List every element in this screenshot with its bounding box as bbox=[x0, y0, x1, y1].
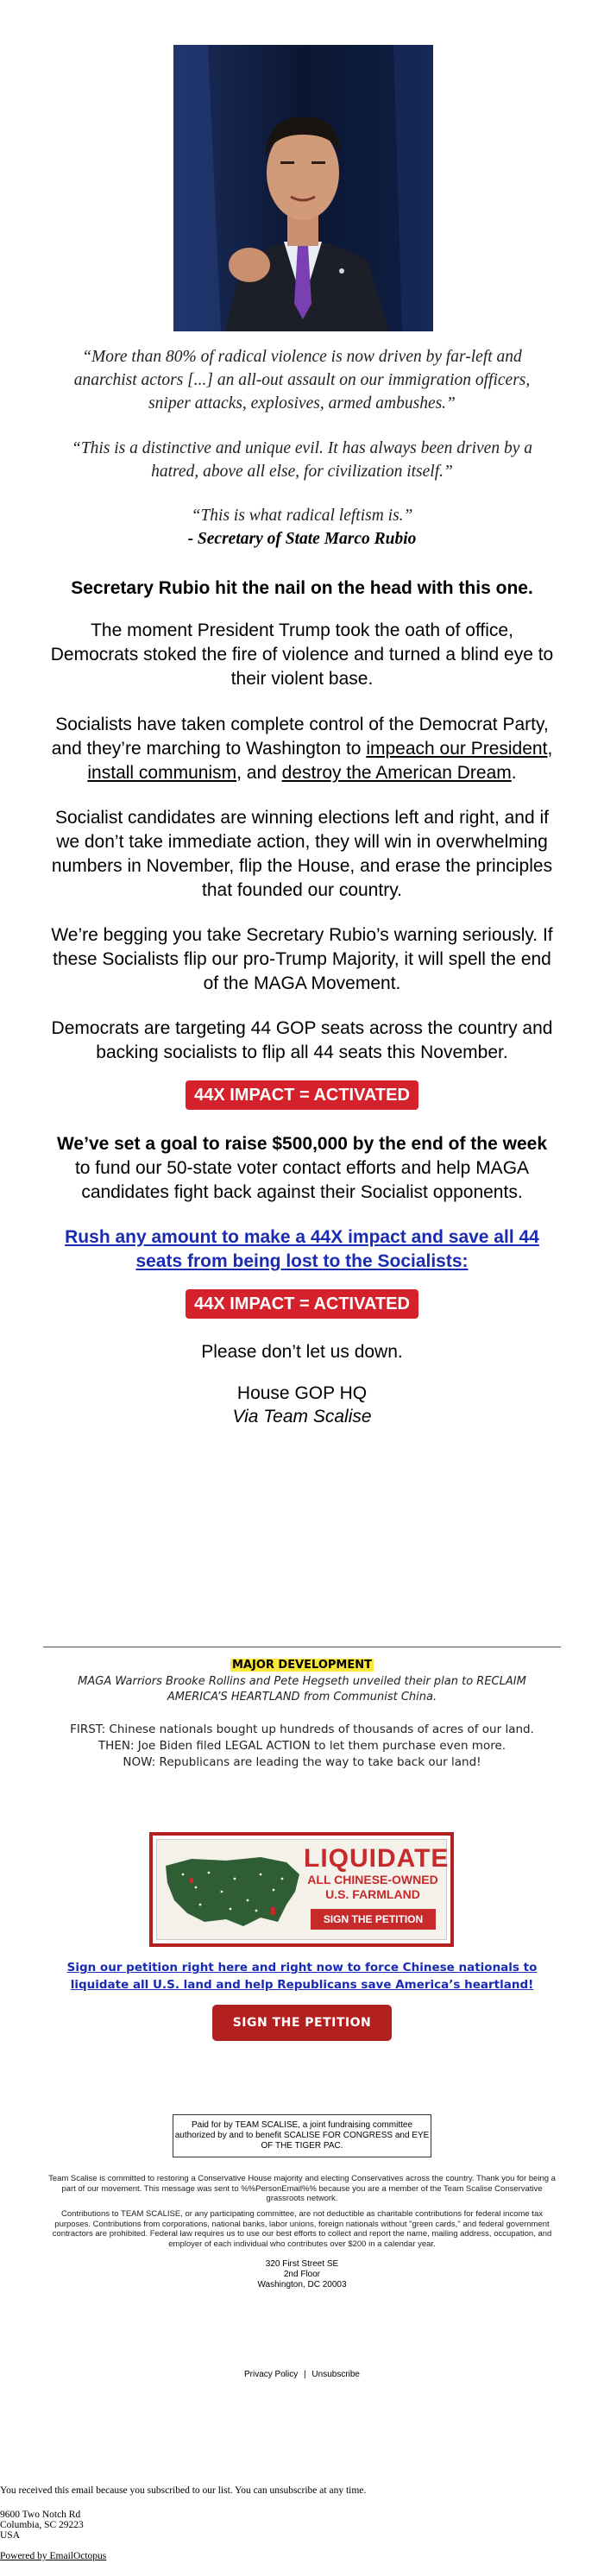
unsubscribe-link[interactable]: Unsubscribe bbox=[311, 2370, 360, 2379]
footer-links bbox=[173, 2370, 431, 2379]
banner-title: LIQUIDATE bbox=[304, 1844, 450, 1873]
plea-text: Please don’t let us down. bbox=[201, 1342, 403, 1362]
cta-badge-2[interactable] bbox=[186, 1289, 418, 1319]
rubio-quote-1: “More than 80% of radical violence is now driven by far-left and anarchist actors [...] an all-out assault on our immigration officers, sniper attacks, explosives, armed ambushes.” bbox=[73, 348, 531, 413]
subscription-notice: You received this email because you subscribed to our list. You can unsubscribe at any time. bbox=[0, 2485, 367, 2496]
promo-line-first: FIRST: Chinese nationals bought up hundreds of thousands of acres of our land. bbox=[70, 1723, 534, 1736]
major-development-heading bbox=[86, 1659, 518, 1672]
signature-via: Via Team Scalise bbox=[232, 1407, 372, 1427]
membership-notice: Team Scalise is committed to restoring a Conservative House majority and electing Conservatives across the country. Thank you for being a part of our movement. This message was sent to %%PersonEmail%% because you are a member of the Team Scalise Conservative grassroots network. bbox=[48, 2174, 556, 2203]
paragraph-4: We’re begging you take Secretary Rubio’s warning seriously. If these Socialists flip our pro-Trump Majority, it will spell the end of the MAGA Movement. bbox=[51, 925, 553, 993]
sender-address-2: Columbia, SC 29223 bbox=[0, 2520, 84, 2530]
paragraph-2-separator: , bbox=[547, 739, 553, 759]
headline: Secretary Rubio hit the nail on the head with this one. bbox=[71, 578, 533, 598]
goal-rest-text: to fund our 50-state voter contact efforts and help MAGA candidates fight back against their Socialist opponents. bbox=[74, 1158, 530, 1202]
quote-attribution: - Secretary of State Marco Rubio bbox=[187, 530, 417, 548]
impeach-link[interactable]: impeach our President bbox=[366, 739, 548, 759]
privacy-policy-link[interactable]: Privacy Policy bbox=[243, 2370, 299, 2379]
powered-by bbox=[0, 2551, 106, 2561]
paragraph-2-text: Socialists have taken complete control of the Democrat Party, and they’re marching to Washington to bbox=[51, 715, 549, 759]
paragraph-2-end: . bbox=[511, 763, 517, 783]
communism-link[interactable]: install communism bbox=[87, 763, 237, 783]
rubio-quote-2: “This is a distinctive and unique evil. It has always been driven by a hatred, above all else, for civilization itself.” bbox=[71, 439, 532, 481]
american-dream-link[interactable]: destroy the American Dream bbox=[281, 763, 512, 783]
goal-text: We’ve set a goal to raise $500,000 by the end of the week bbox=[56, 1134, 547, 1154]
banner-inner bbox=[156, 1839, 450, 1940]
rush-amount-link[interactable]: Rush any amount to make a 44X impact and save all 44 seats from being lost to the Socialists: bbox=[65, 1227, 539, 1271]
sign-petition-button[interactable]: SIGN THE PETITION bbox=[212, 2005, 392, 2041]
promo-line-then: THEN: Joe Biden filed LEGAL ACTION to let them purchase even more. bbox=[98, 1739, 506, 1753]
promo-subtitle: MAGA Warriors Brooke Rollins and Pete Hegseth unveiled their plan to RECLAIM AMERICA’S HEARTLAND from Communist China. bbox=[78, 1675, 526, 1704]
paragraph-5: Democrats are targeting 44 GOP seats across the country and backing socialists to flip all 44 seats this November. bbox=[51, 1018, 553, 1062]
cta-badge-2-label: 44X IMPACT = ACTIVATED bbox=[186, 1289, 418, 1319]
sender-address-1: 9600 Two Notch Rd bbox=[0, 2510, 81, 2520]
major-development-badge: MAJOR DEVELOPMENT bbox=[232, 1659, 372, 1672]
paragraph-6 bbox=[47, 1132, 557, 1205]
footer-separator: | bbox=[304, 2370, 306, 2379]
cta-badge-1[interactable] bbox=[186, 1080, 418, 1110]
rubio-quote-3: “This is what radical leftism is.” bbox=[191, 507, 413, 525]
hero-photo-marco-rubio bbox=[173, 45, 433, 331]
petition-link[interactable]: Sign our petition right here and right now to force Chinese nationals to liquidate all U.S. land and help Republicans save America’s heartland! bbox=[66, 1961, 538, 1992]
farmland-petition-banner[interactable] bbox=[149, 1832, 454, 1947]
paragraph-2 bbox=[47, 713, 557, 785]
banner-subtitle-1: ALL CHINESE-OWNED bbox=[307, 1873, 438, 1886]
banner-sign-button[interactable]: SIGN THE PETITION bbox=[311, 1909, 436, 1930]
address-line-2: 2nd Floor bbox=[283, 2270, 321, 2279]
paragraph-2-connector: , and bbox=[236, 763, 282, 783]
sender-address-3: USA bbox=[0, 2530, 21, 2541]
promo-line-now: NOW: Republicans are leading the way to take back our land! bbox=[123, 1755, 481, 1769]
address-line-1: 320 First Street SE bbox=[265, 2259, 339, 2269]
powered-by-emailoctopus-link[interactable]: Powered by EmailOctopus bbox=[0, 2551, 107, 2561]
address-line-3: Washington, DC 20003 bbox=[257, 2280, 347, 2289]
signature-org: House GOP HQ bbox=[236, 1383, 368, 1403]
paid-for-disclaimer: Paid for by TEAM SCALISE, a joint fundraising committee authorized by and to benefit SCALISE FOR CONGRESS and EYE OF THE TIGER PAC. bbox=[173, 2114, 431, 2157]
cta-badge-1-label: 44X IMPACT = ACTIVATED bbox=[186, 1080, 418, 1110]
contribution-disclaimer: Contributions to TEAM SCALISE, or any participating committee, are not deductible as charitable contributions for federal income tax purposes. Contributions from corporations, national banks, labor unions, foreign nationals without "green cards," and federal government contractors are prohibited. Federal law requires us to use our best efforts to collect and report the name, mailing address, occupation, and employer of each individual who contributes over $200 in a calendar year. bbox=[52, 2209, 552, 2249]
banner-subtitle-2: U.S. FARMLAND bbox=[325, 1887, 420, 1901]
paragraph-1: The moment President Trump took the oath of office, Democrats stoked the fire of violence and turned a blind eye to their violent base. bbox=[50, 620, 554, 689]
paragraph-3: Socialist candidates are winning elections left and right, and if we don’t take immediate action, they will win in overwhelming numbers in November, flip the House, and erase the principles that founded our country. bbox=[51, 808, 553, 900]
